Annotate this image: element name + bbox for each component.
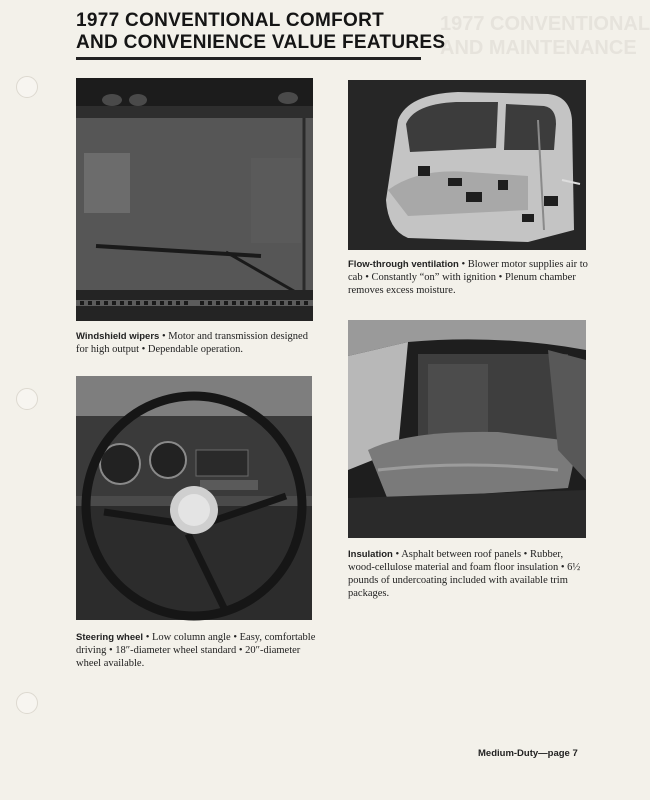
windshield-wipers-caption (76, 330, 316, 356)
flow-through-ventilation-photo (348, 80, 586, 250)
title-underline (76, 57, 421, 60)
show-through-text: 1977 CONVENTIONAL AND MAINTENANCE (440, 13, 650, 59)
windshield-wipers-heading: Windshield wipers (76, 331, 160, 342)
binder-hole (16, 388, 38, 410)
page-title (76, 10, 445, 54)
insulation-photo (348, 320, 586, 538)
windshield-wipers-text: • Motor and transmission designed for high output • Dependable operation. (76, 331, 308, 355)
ventilation-text: • Blower motor supplies air to cab • Constantly “on” with ignition • Plenum chamber removes excess moisture. (348, 259, 588, 296)
binder-hole (16, 692, 38, 714)
ventilation-heading: Flow-through ventilation (348, 259, 459, 270)
insulation-caption (348, 548, 588, 600)
steering-wheel-heading: Steering wheel (76, 632, 144, 643)
windshield-wipers-photo (76, 78, 313, 321)
page-footer: Medium-Duty—page 7 (478, 748, 578, 759)
title-line-2: AND CONVENIENCE VALUE FEATURES (76, 32, 446, 53)
steering-wheel-caption (76, 631, 316, 670)
steering-wheel-photo (76, 376, 312, 620)
insulation-text: • Asphalt between roof panels • Rubber, wood-cellulose material and foam floor insulation • 6½ pounds of undercoating included with available trim packages. (348, 549, 581, 599)
ventilation-caption (348, 258, 588, 297)
insulation-heading: Insulation (348, 549, 393, 560)
binder-hole (16, 76, 38, 98)
steering-wheel-text: • Low column angle • Easy, comfortable driving • 18″-diameter wheel standard • 20″-diameter wheel available. (76, 632, 316, 669)
title-line-1: 1977 CONVENTIONAL COMFORT (76, 10, 385, 31)
